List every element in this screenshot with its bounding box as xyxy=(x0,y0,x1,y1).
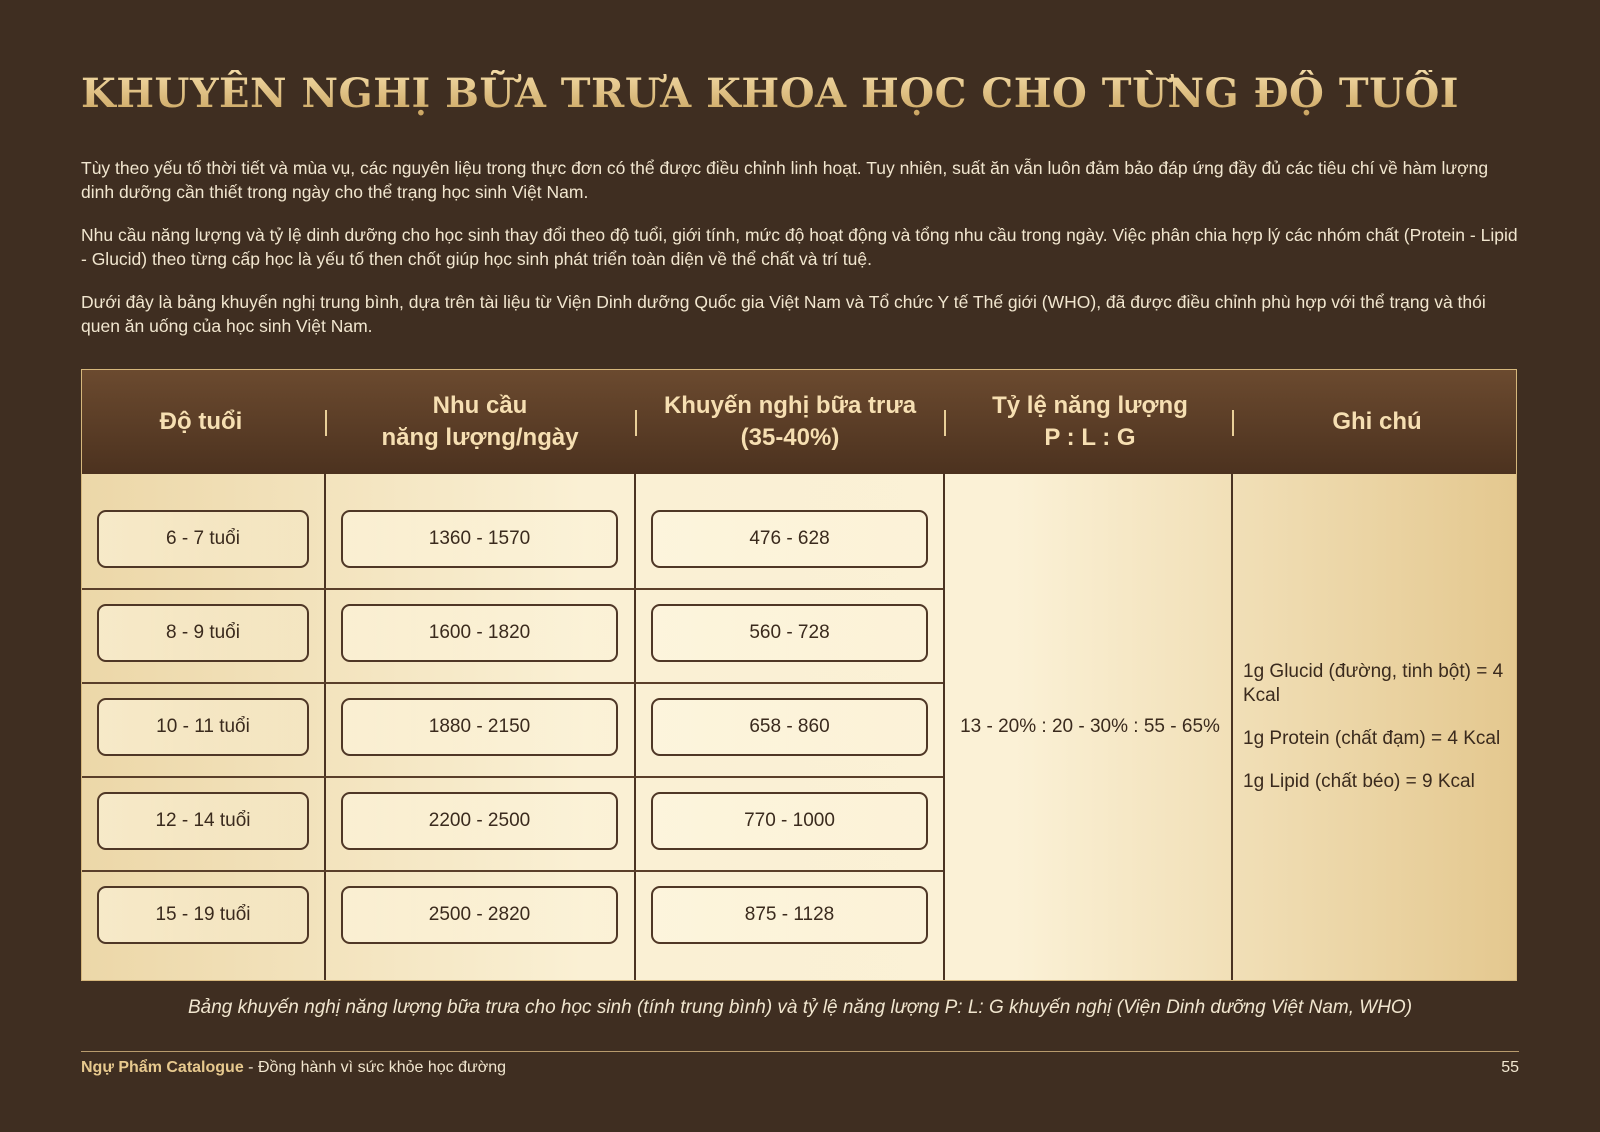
daily-energy-cell: 2200 - 2500 xyxy=(341,792,618,850)
lunch-energy-cell: 560 - 728 xyxy=(651,604,928,662)
age-cell: 15 - 19 tuổi xyxy=(97,886,309,944)
footer-divider xyxy=(81,1051,1519,1052)
intro-paragraph-2: Nhu cầu năng lượng và tỷ lệ dinh dưỡng cho học sinh thay đổi theo độ tuổi, giới tính, mức độ hoạt động và tổng nhu cầu trong ngày. Việc phân chia hợp lý các nhóm chất (Protein - Lipid - Glucid) theo từng cấp học là yếu tố then chốt giúp học sinh phát triển toàn diện về thể chất và trí tuệ. xyxy=(81,225,1518,269)
note-lipid: 1g Lipid (chất béo) = 9 Kcal xyxy=(1243,771,1475,792)
header-divider xyxy=(325,410,327,436)
age-cell: 10 - 11 tuổi xyxy=(97,698,309,756)
note-glucid: 1g Glucid (đường, tinh bột) = 4 Kcal xyxy=(1243,661,1504,706)
lunch-energy-cell: 476 - 628 xyxy=(651,510,928,568)
page-title: KHUYẾN NGHỊ BỮA TRƯA KHOA HỌC CHO TỪNG ĐỘ TUỔI xyxy=(81,70,1460,117)
header-notes: Ghi chú xyxy=(1332,408,1422,435)
row-divider xyxy=(82,870,943,872)
age-cell: 6 - 7 tuổi xyxy=(97,510,309,568)
header-daily-energy: Nhu cầu năng lượng/ngày xyxy=(381,392,579,451)
daily-energy-cell: 2500 - 2820 xyxy=(341,886,618,944)
age-cell: 12 - 14 tuổi xyxy=(97,792,309,850)
table-caption: Bảng khuyến nghị năng lượng bữa trưa cho học sinh (tính trung bình) và tỷ lệ năng lượng P: L: G khuyến nghị (Viện Dinh dưỡng Việt Nam, WHO) xyxy=(187,997,1413,1018)
column-divider xyxy=(943,474,945,980)
header-energy-ratio: Tỷ lệ năng lượng P : L : G xyxy=(992,392,1188,451)
header-divider xyxy=(1232,410,1234,436)
footer-brand xyxy=(81,1059,506,1077)
header-age: Độ tuổi xyxy=(159,408,243,435)
table-header xyxy=(82,370,1516,474)
column-divider xyxy=(324,474,326,980)
column-divider xyxy=(634,474,636,980)
intro-paragraph-3: Dưới đây là bảng khuyến nghị trung bình, dựa trên tài liệu từ Viện Dinh dưỡng Quốc gia Việt Nam và Tổ chức Y tế Thế giới (WHO), đã được điều chỉnh phù hợp với thể trạng và thói quen ăn uống của học sinh Việt Nam. xyxy=(81,292,1486,336)
age-cell: 8 - 9 tuổi xyxy=(97,604,309,662)
header-divider xyxy=(944,410,946,436)
lunch-recommendation-table xyxy=(81,369,1517,981)
row-divider xyxy=(82,776,943,778)
footer-tagline: - Đồng hành vì sức khỏe học đường xyxy=(243,1059,506,1076)
lunch-energy-cell: 658 - 860 xyxy=(651,698,928,756)
daily-energy-cell: 1360 - 1570 xyxy=(341,510,618,568)
header-divider xyxy=(635,410,637,436)
header-lunch-recommendation: Khuyến nghị bữa trưa (35-40%) xyxy=(663,392,917,451)
notes-cell xyxy=(1243,660,1511,813)
daily-energy-cell: 1600 - 1820 xyxy=(341,604,618,662)
page-number: 55 xyxy=(1501,1059,1519,1076)
row-divider xyxy=(82,588,943,590)
daily-energy-cell: 1880 - 2150 xyxy=(341,698,618,756)
footer-brand-name: Ngự Phẩm Catalogue xyxy=(81,1059,244,1076)
lunch-energy-cell: 875 - 1128 xyxy=(651,886,928,944)
note-protein: 1g Protein (chất đạm) = 4 Kcal xyxy=(1243,728,1501,749)
intro-paragraph-1: Tùy theo yếu tố thời tiết và mùa vụ, các nguyên liệu trong thực đơn có thể được điều chỉnh linh hoạt. Tuy nhiên, suất ăn vẫn luôn đảm bảo đáp ứng đầy đủ các tiêu chí về hàm lượng dinh dưỡng cần thiết trong ngày cho thể trạng học sinh Việt Nam. xyxy=(81,158,1489,202)
energy-ratio-cell: 13 - 20% : 20 - 30% : 55 - 65% xyxy=(960,716,1220,737)
row-divider xyxy=(82,682,943,684)
catalogue-page xyxy=(81,0,1519,1132)
lunch-energy-cell: 770 - 1000 xyxy=(651,792,928,850)
